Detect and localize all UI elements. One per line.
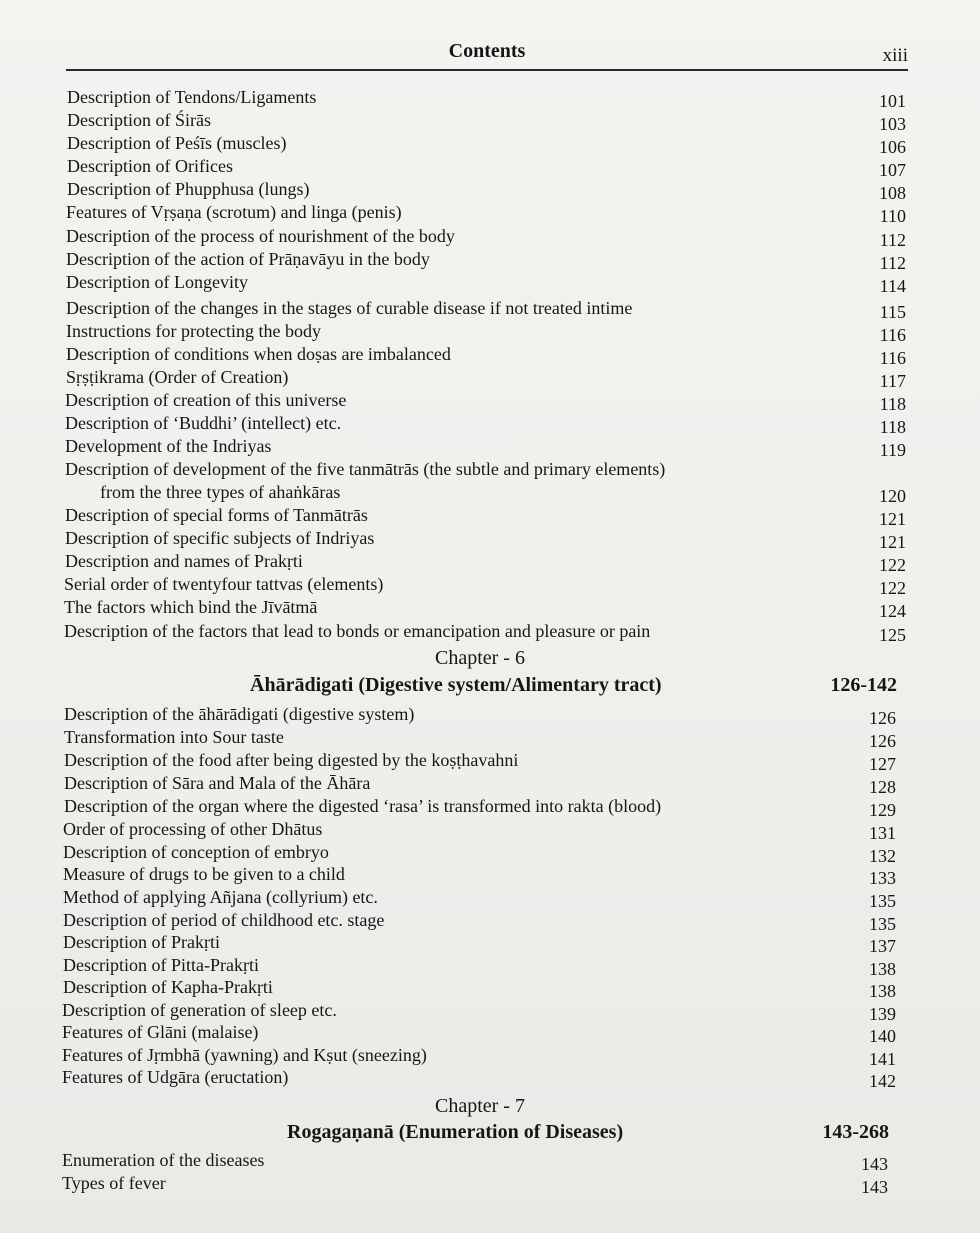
toc-entry-title: Description of Kapha-Prakṛti: [63, 977, 273, 997]
toc-entry-page: 133: [869, 868, 896, 888]
toc-entry: [62, 1065, 896, 1089]
toc-entry: [67, 154, 906, 178]
toc-entry-title: Description of Sāra and Mala of the Āhāra: [64, 773, 371, 793]
toc-entry: [66, 224, 906, 248]
toc-entry-title: Description of special forms of Tanmātrās: [65, 505, 368, 525]
toc-entry-title: Order of processing of other Dhātus: [63, 819, 323, 839]
toc-entry-page: 142: [869, 1071, 896, 1091]
toc-entry-title: Description of Śirās: [67, 110, 211, 130]
toc-entry: [64, 572, 906, 596]
toc-entry: [63, 885, 896, 909]
toc-entry-page: 112: [879, 253, 906, 273]
toc-entry-page: 122: [879, 578, 906, 598]
toc-entry-title: Description of the action of Prāṇavāyu in the body: [66, 249, 430, 269]
toc-entry-page: 114: [879, 276, 906, 296]
chapter-title: Rogagaṇanā (Enumeration of Diseases): [287, 1121, 624, 1143]
toc-entry: [64, 595, 906, 619]
toc-entry-title: Measure of drugs to be given to a child: [63, 864, 345, 884]
toc-entry: [65, 434, 906, 458]
toc-entry-title: Serial order of twentyfour tattvas (elements): [64, 574, 384, 594]
toc-entry-page: 101: [879, 91, 906, 111]
toc-entry-title: Description of creation of this universe: [65, 390, 347, 410]
toc-entry-title: Description of Tendons/Ligaments: [67, 87, 317, 107]
toc-entry-page: 138: [869, 981, 896, 1001]
toc-entry: [64, 748, 896, 772]
toc-entry: [67, 108, 906, 132]
toc-entry-title: Description of development of the five tanmātrās (the subtle and primary elements): [65, 459, 666, 479]
chapter-title: Āhārādigati (Digestive system/Alimentary tract): [250, 674, 662, 696]
toc-entry-title: Method of applying Añjana (collyrium) etc.: [63, 887, 378, 907]
toc-entry-page: 126: [869, 708, 896, 728]
toc-entry-page: 112: [879, 230, 906, 250]
toc-entry: [63, 908, 896, 932]
chapter-page-range: 143-268: [822, 1121, 889, 1143]
toc-entry: [66, 200, 906, 224]
toc-entry: [64, 702, 896, 726]
toc-entry-title: Description of conception of embryo: [63, 842, 329, 862]
header-rule: [66, 69, 908, 71]
toc-entry-page: 118: [879, 394, 906, 414]
toc-entry-title: Description of Peśīs (muscles): [67, 133, 287, 153]
toc-entry-title: Description of the factors that lead to bonds or emancipation and pleasure or pain: [64, 621, 651, 641]
toc-entry: [65, 549, 906, 573]
toc-entry-title: Description of the āhārādigati (digestive system): [64, 704, 415, 724]
toc-entry: [64, 619, 906, 643]
toc-entry-title: Description of the changes in the stages of curable disease if not treated intime: [66, 298, 633, 318]
toc-entry: [62, 1171, 888, 1195]
toc-entry-title: from the three types of ahaṅkāras: [100, 482, 341, 502]
toc-entry-title: Enumeration of the diseases: [62, 1150, 265, 1170]
toc-entry: [62, 1043, 896, 1067]
toc-entry: [64, 725, 896, 749]
toc-entry-page: 127: [869, 754, 896, 774]
toc-entry: [64, 771, 896, 795]
toc-entry-title: Description of Pitta-Prakṛti: [63, 955, 259, 975]
toc-entry-page: 118: [879, 417, 906, 437]
toc-entry-title: Description of Prakṛti: [63, 932, 220, 952]
toc-entry-title: Description of generation of sleep etc.: [62, 1000, 337, 1020]
toc-entry: [66, 319, 906, 343]
toc-entry: [63, 840, 896, 864]
toc-entry-page: 129: [869, 800, 896, 820]
chapter-page-range: 126-142: [830, 674, 897, 696]
toc-entry-title: Description of the process of nourishment of the body: [66, 226, 455, 246]
toc-entry: [62, 998, 896, 1022]
toc-entry-page: 121: [879, 532, 906, 552]
toc-entry: [63, 930, 896, 954]
toc-entry-title: Features of Udgāra (eructation): [62, 1067, 289, 1087]
toc-entry: [64, 794, 896, 818]
toc-entry: [66, 247, 906, 271]
toc-entry-page: 115: [879, 302, 906, 322]
toc-entry-page: 137: [869, 936, 896, 956]
toc-entry: [66, 296, 906, 320]
toc-entry: [66, 342, 906, 366]
toc-entry: [63, 862, 896, 886]
toc-entry-page: 117: [879, 371, 906, 391]
toc-entry: [63, 817, 896, 841]
toc-entry-title: Description of conditions when doṣas are imbalanced: [66, 344, 451, 364]
toc-entry: [65, 411, 906, 435]
toc-entry: [66, 270, 906, 294]
page-header: [66, 38, 908, 74]
toc-entry-title: Types of fever: [62, 1173, 166, 1193]
toc-entry-page: 143: [861, 1154, 888, 1174]
toc-entry-page: 119: [879, 440, 906, 460]
toc-entry: [63, 953, 896, 977]
toc-entry-page: 143: [861, 1177, 888, 1197]
toc-entry-title: Description of period of childhood etc. stage: [63, 910, 385, 930]
toc-entry: [67, 177, 906, 201]
toc-entry-page: 125: [879, 625, 906, 645]
toc-entry-page: 139: [869, 1004, 896, 1024]
chapter-label: Chapter - 7: [435, 1095, 525, 1117]
toc-entry-page: 128: [869, 777, 896, 797]
toc-entry-title: Description and names of Prakṛti: [65, 551, 303, 571]
toc-entry-title: Instructions for protecting the body: [66, 321, 321, 341]
toc-entry-page: 121: [879, 509, 906, 529]
toc-entry-title: Description of the organ where the digested ‘rasa’ is transformed into rakta (blood): [64, 796, 662, 816]
toc-entry-title: Development of the Indriyas: [65, 436, 272, 456]
toc-entry-page: 131: [869, 823, 896, 843]
toc-entry-page: 138: [869, 959, 896, 979]
toc-entry-page: 124: [879, 601, 906, 621]
toc-entry-title: Features of Glāni (malaise): [62, 1022, 259, 1042]
toc-entry-title: Description of specific subjects of Indriyas: [65, 528, 375, 548]
toc-entry: [67, 85, 906, 109]
toc-entry: [67, 131, 906, 155]
toc-entry: [65, 388, 906, 412]
toc-entry-title: The factors which bind the Jīvātmā: [64, 597, 318, 617]
toc-entry: [66, 365, 906, 389]
toc-entry-page: 108: [879, 183, 906, 203]
toc-entry-title: Description of Orifices: [67, 156, 233, 176]
toc-entry-page: 103: [879, 114, 906, 134]
toc-entry-page: 132: [869, 846, 896, 866]
toc-entry-title: Description of the food after being digested by the koṣṭhavahni: [64, 750, 519, 770]
toc-entry-page: 120: [879, 486, 906, 506]
toc-entry-page: 140: [869, 1026, 896, 1046]
page-number: xiii: [882, 45, 908, 66]
toc-entry: [63, 975, 896, 999]
toc-entry: [65, 457, 906, 481]
toc-entry-title: Sṛṣṭikrama (Order of Creation): [66, 367, 289, 387]
toc-entry-page: 116: [879, 325, 906, 345]
toc-entry-page: 106: [879, 137, 906, 157]
toc-entry: [65, 526, 906, 550]
toc-entry: [65, 480, 906, 504]
toc-entry-title: Transformation into Sour taste: [64, 727, 284, 747]
toc-entry-page: 116: [879, 348, 906, 368]
toc-entry-title: Description of Phupphusa (lungs): [67, 179, 310, 199]
toc-entry-page: 122: [879, 555, 906, 575]
toc-entry-title: Features of Jṛmbhā (yawning) and Kṣut (sneezing): [62, 1045, 427, 1065]
toc-entry-title: Description of ‘Buddhi’ (intellect) etc.: [65, 413, 342, 433]
toc-entry: [62, 1148, 888, 1172]
toc-entry: [62, 1020, 896, 1044]
toc-entry-page: 135: [869, 891, 896, 911]
toc-entry-title: Description of Longevity: [66, 272, 248, 292]
toc-entry: [65, 503, 906, 527]
toc-entry-page: 135: [869, 914, 896, 934]
toc-entry-page: 110: [879, 206, 906, 226]
running-title: Contents: [448, 40, 526, 62]
toc-entry-page: 126: [869, 731, 896, 751]
toc-entry-page: 141: [869, 1049, 896, 1069]
chapter-label: Chapter - 6: [435, 647, 525, 669]
toc-entry-page: 107: [879, 160, 906, 180]
toc-entry-title: Features of Vṛṣaṇa (scrotum) and linga (penis): [66, 202, 402, 222]
